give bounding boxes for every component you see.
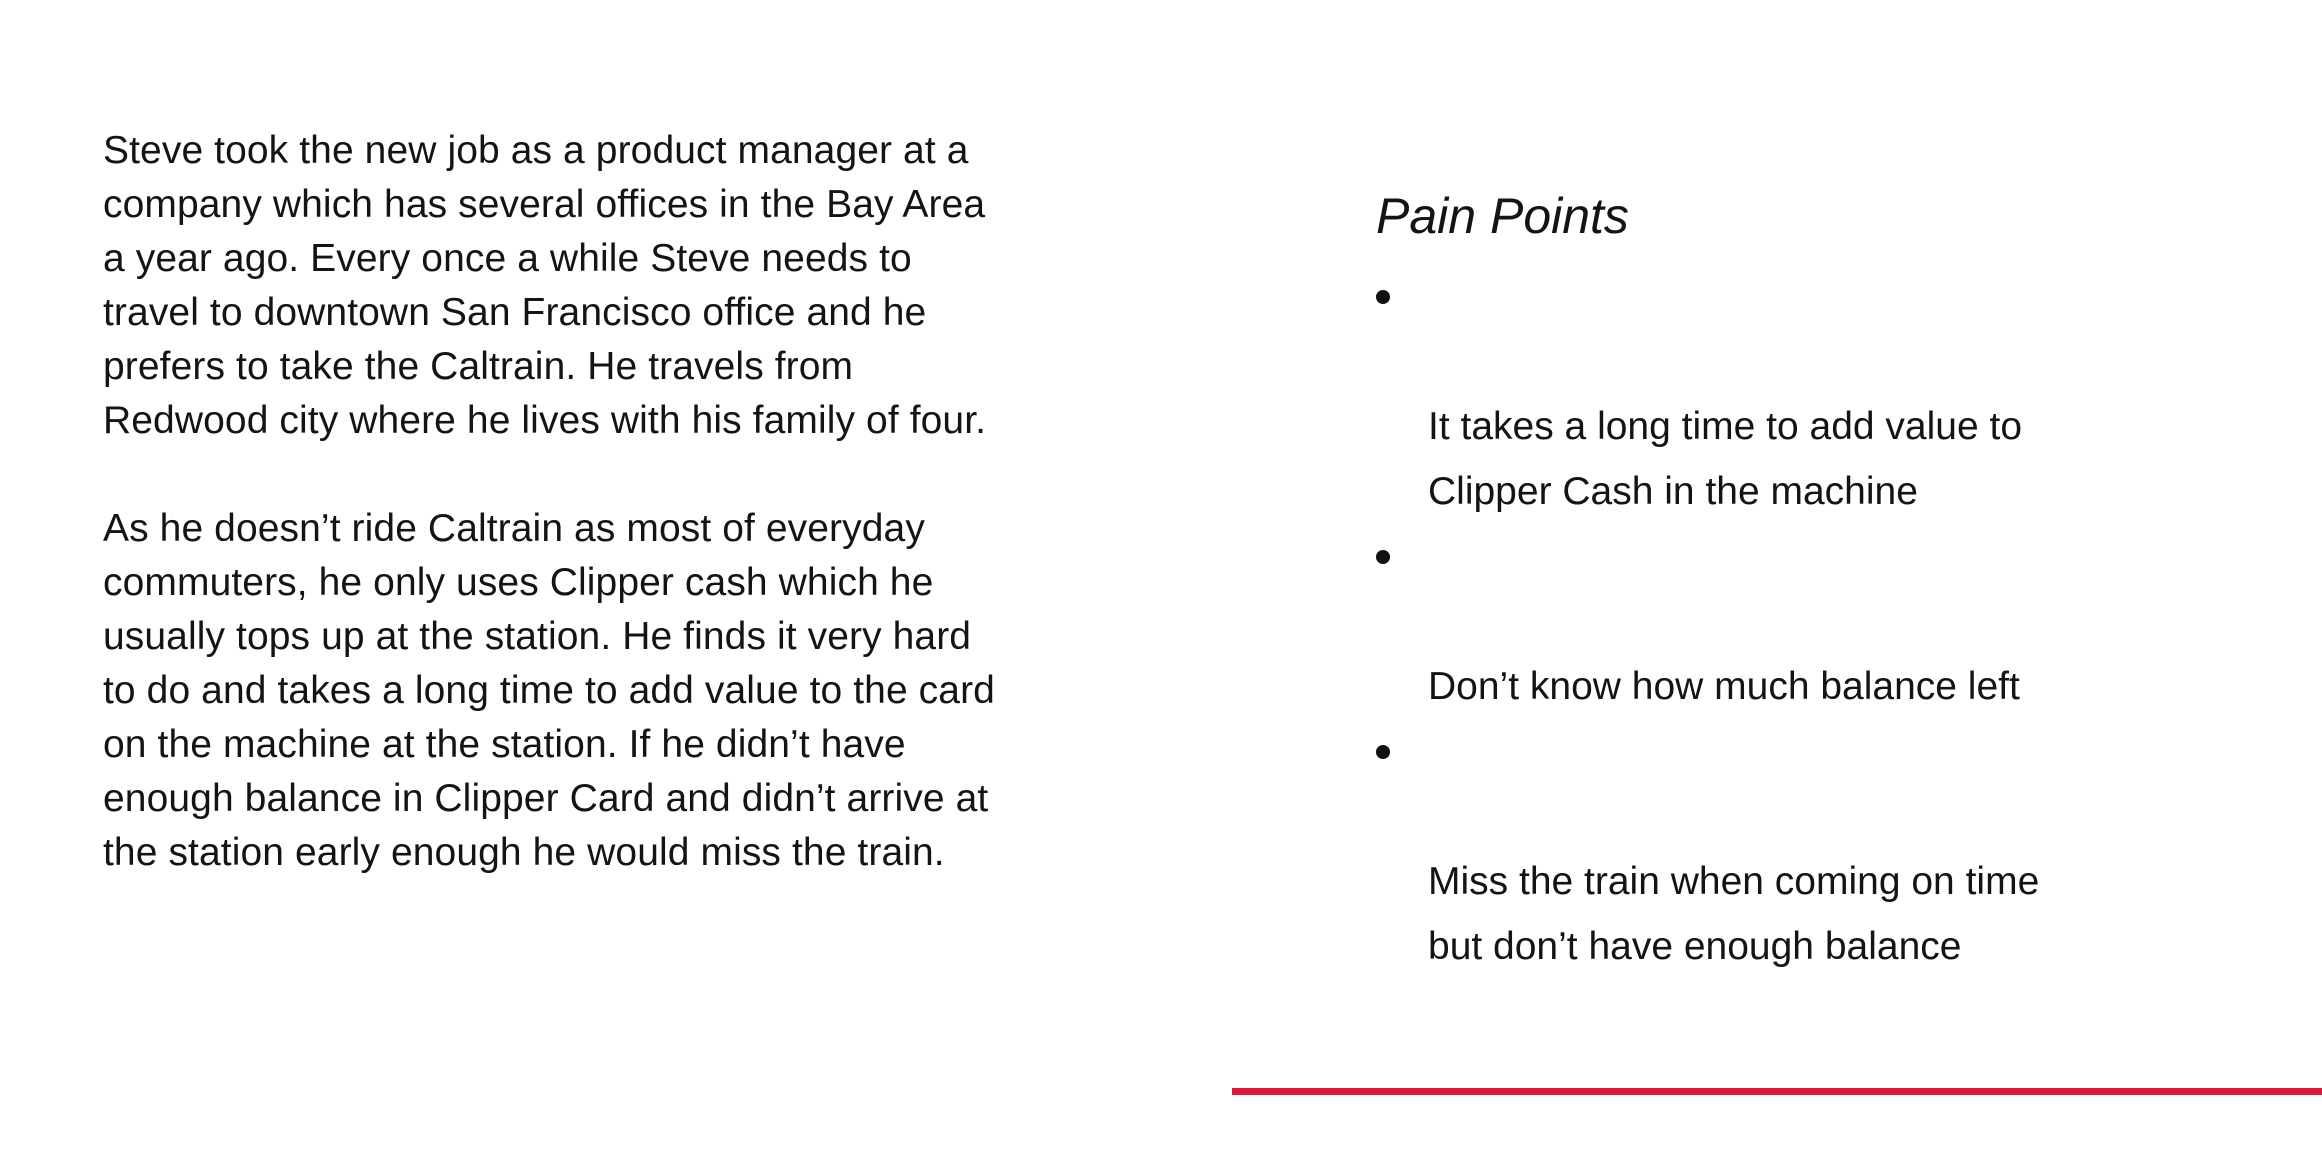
pain-points-list <box>1376 264 2176 979</box>
persona-story <box>103 124 1103 880</box>
story-paragraph-1: Steve took the new job as a product manager at a company which has several offices in the Bay Area a year ago. Every once a while Steve needs to travel to downtown San Francisco office and he prefers to take the Caltrain. He travels from Redwood city where he lives with his family of four. <box>103 129 987 442</box>
pain-point-text: Miss the train when coming on time but don’t have enough balance <box>1428 860 2040 968</box>
pain-points-section <box>1376 184 2176 979</box>
bullet-icon <box>1376 550 1390 564</box>
pain-point-text: It takes a long time to add value to Clipper Cash in the machine <box>1428 405 2023 513</box>
pain-point-text: Don’t know how much balance left <box>1428 665 2020 708</box>
pain-point-item <box>1376 524 2176 719</box>
story-paragraph-2: As he doesn’t ride Caltrain as most of everyday commuters, he only uses Clipper cash which he usually tops up at the station. He finds it very hard to do and takes a long time to add value to the card on the machine at the station. If he didn’t have enough balance in Clipper Card and didn’t arrive at the station early enough he would miss the train. <box>103 507 995 874</box>
pain-point-item <box>1376 719 2176 979</box>
bullet-icon <box>1376 745 1390 759</box>
pain-points-title: Pain Points <box>1376 188 1629 244</box>
pain-point-item <box>1376 264 2176 524</box>
bullet-icon <box>1376 290 1390 304</box>
accent-divider-line <box>1232 1088 2322 1095</box>
